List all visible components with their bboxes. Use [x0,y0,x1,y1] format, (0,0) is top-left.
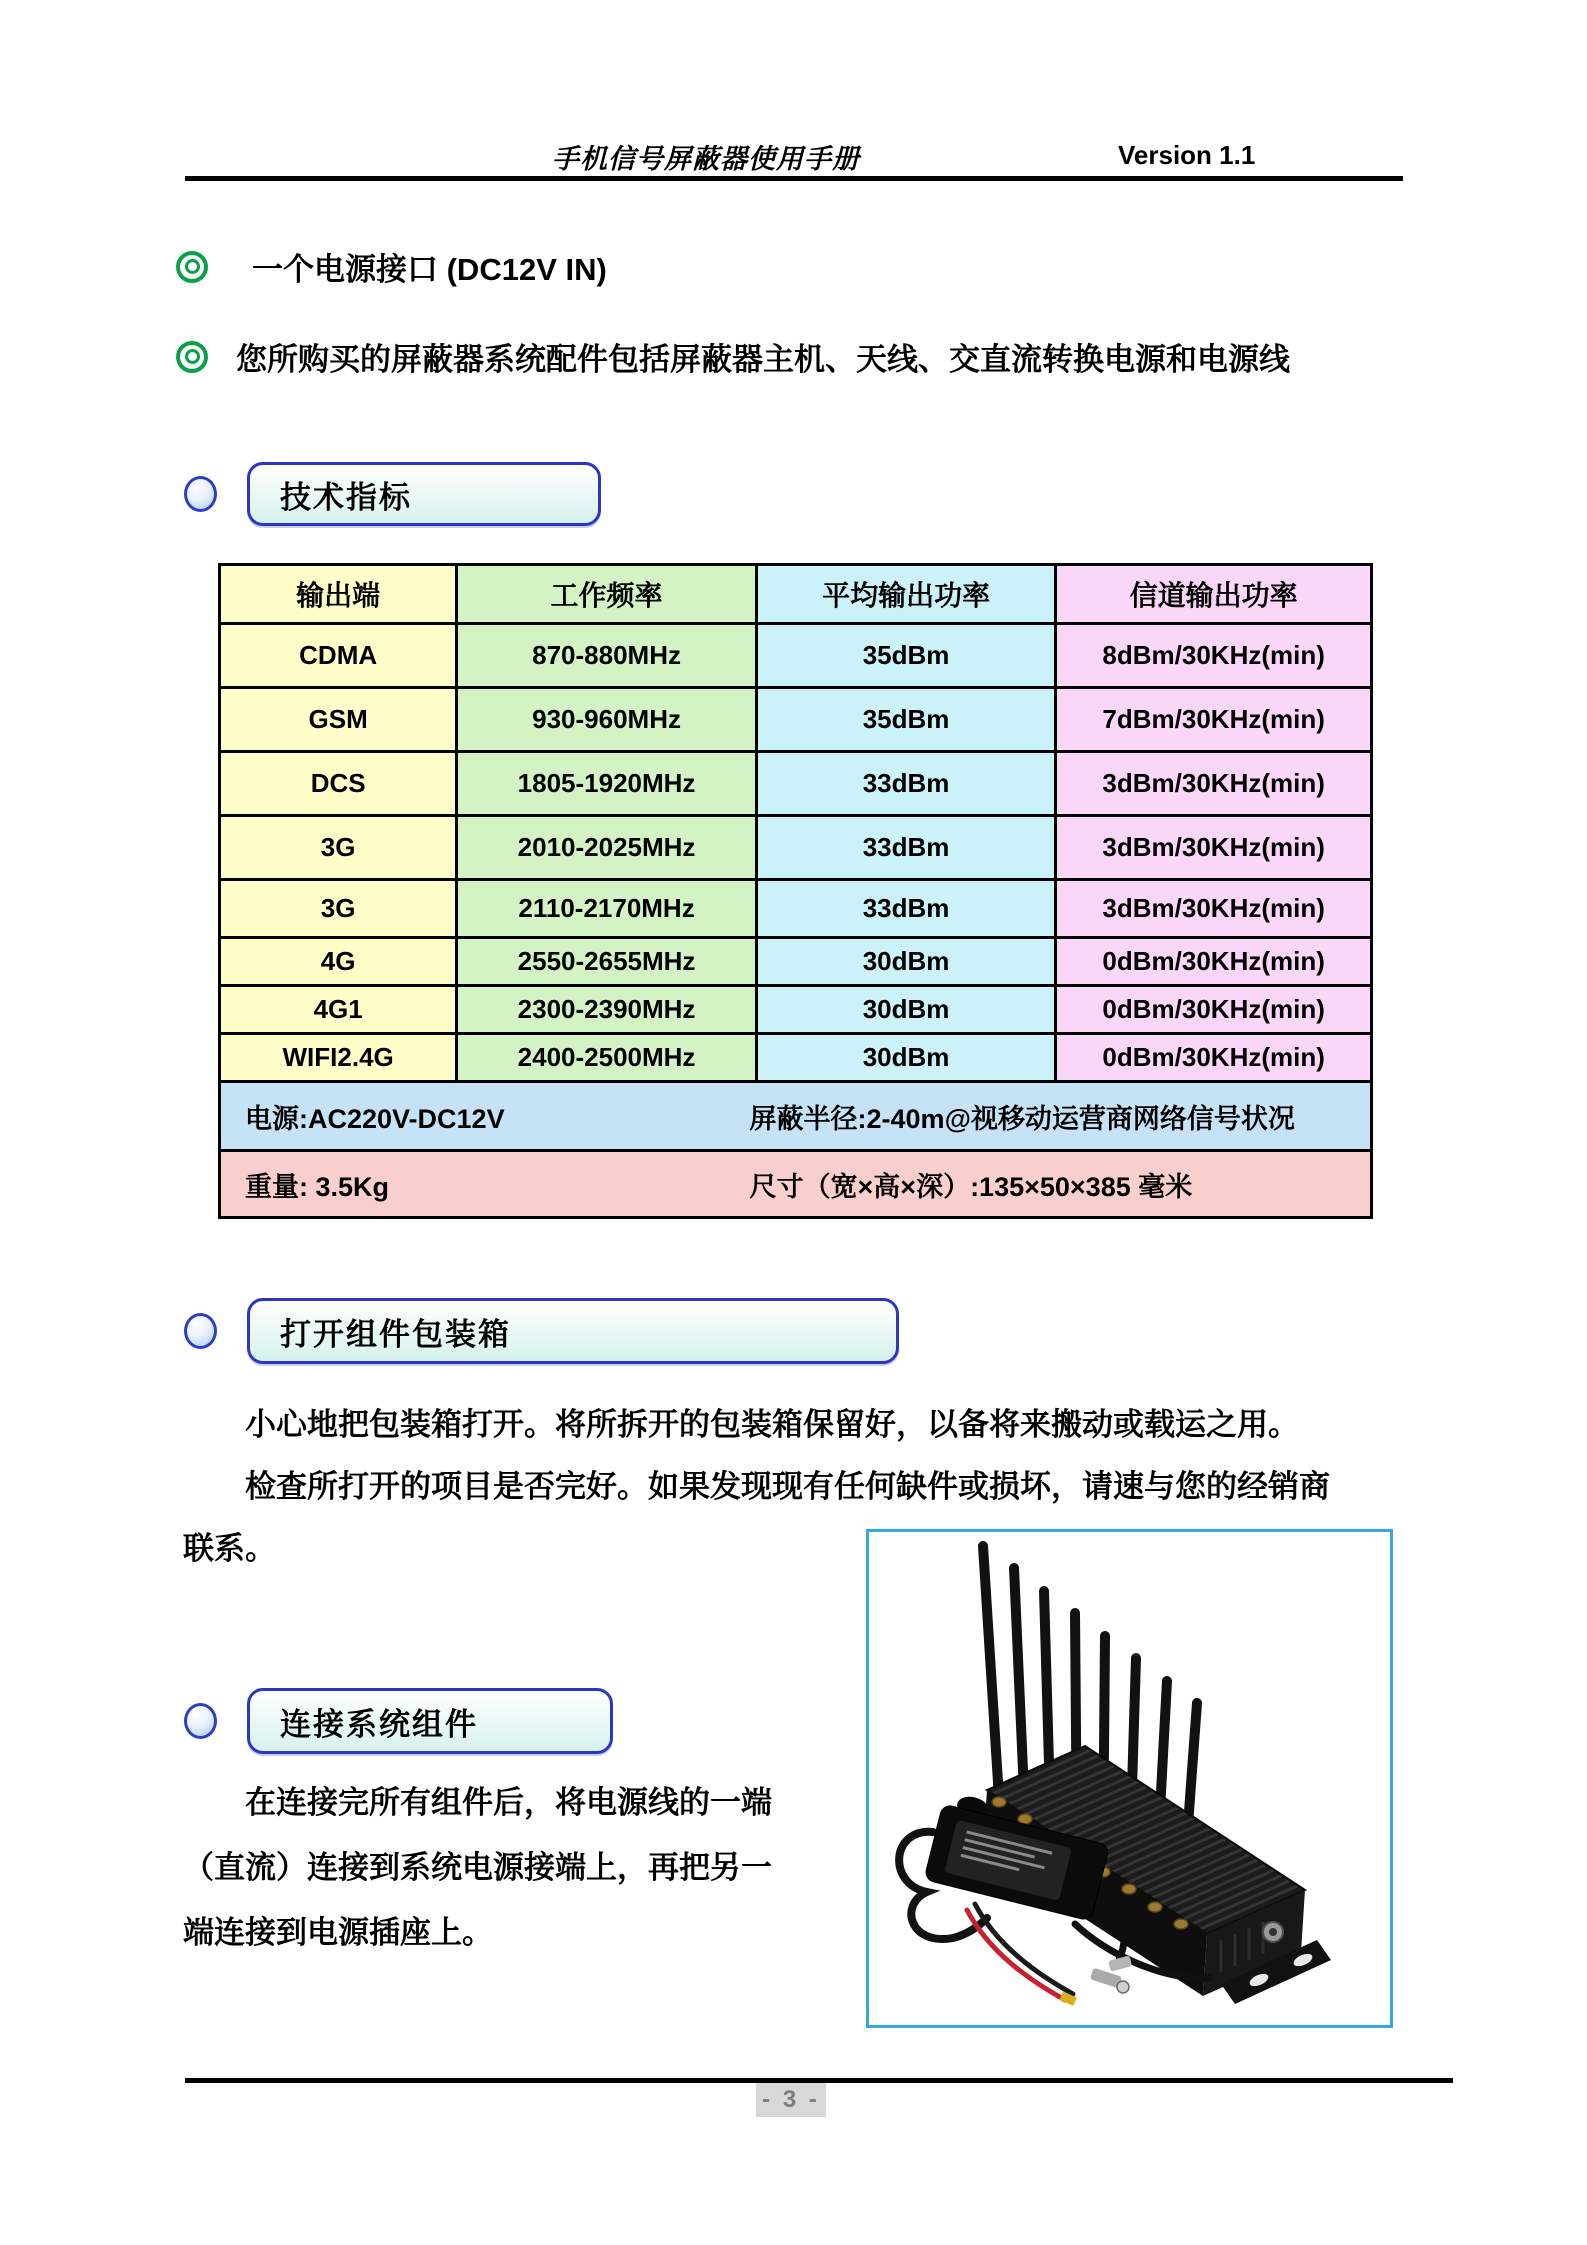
spec-table-cell: DCS [220,752,457,816]
bullseye-icon [176,341,208,373]
spec-table-cell: 8dBm/30KHz(min) [1056,624,1372,688]
spec-table-cell: 33dBm [756,752,1056,816]
connect-paragraph [183,1770,791,1965]
bullet-text: 一个电源接口 (DC12V IN) [252,252,607,287]
section-heading-label: 技术指标 [280,479,412,515]
sphere-bullet-icon [184,1703,217,1739]
spec-table-cell: 7dBm/30KHz(min) [1056,688,1372,752]
section-heading-label: 连接系统组件 [280,1706,478,1742]
jammer-photo-illustration [869,1532,1390,2025]
spec-table-cell: 33dBm [756,816,1056,880]
spec-table-cell: 4G [220,938,457,986]
bullet-item-accessories [176,334,1290,379]
section-heading-connect [184,1688,613,1754]
spec-table-cell: 0dBm/30KHz(min) [1056,1034,1372,1082]
shield-radius-value: 屏蔽半径:2-40m@视移动运营商网络信号状况 [749,1103,1295,1134]
spec-table-cell: 3dBm/30KHz(min) [1056,816,1372,880]
spec-table-cell: 2400-2500MHz [457,1034,757,1082]
spec-table [218,563,1373,1219]
weight-value: 重量: 3.5Kg [245,1171,390,1202]
bullseye-icon [176,251,208,283]
spec-table-cell: 2110-2170MHz [457,880,757,938]
spec-table-cell: WIFI2.4G [220,1034,457,1082]
power-row-cell [220,1082,1372,1151]
table-row-weight [220,1151,1372,1218]
spec-table-cell: 2300-2390MHz [457,986,757,1034]
spec-table-body [220,624,1372,1082]
section-heading-label: 打开组件包装箱 [280,1316,511,1352]
spec-table-row [220,624,1372,688]
spec-table-cell: 3dBm/30KHz(min) [1056,880,1372,938]
page-number-badge: - 3 - [756,2083,826,2117]
spec-table-cell: 3dBm/30KHz(min) [1056,752,1372,816]
spec-table-cell: 2550-2655MHz [457,938,757,986]
paragraph-line: 在连接完所有组件后，将电源线的一端（直流）连接到系统电源接端上，再把另一端连接到电源插座上。 [183,1785,772,1950]
spec-table-cell: 1805-1920MHz [457,752,757,816]
spec-table-cell: 30dBm [756,1034,1056,1082]
spec-table-cell: 870-880MHz [457,624,757,688]
table-row-power [220,1082,1372,1151]
section-heading-unpack [184,1298,899,1364]
column-header: 工作频率 [457,565,757,624]
spec-table-cell: 0dBm/30KHz(min) [1056,986,1372,1034]
spec-table-cell: 30dBm [756,986,1056,1034]
spec-table-row [220,816,1372,880]
section-heading-specs [184,462,601,526]
column-header: 平均输出功率 [756,565,1056,624]
spec-table-cell: 4G1 [220,986,457,1034]
spec-table-cell: GSM [220,688,457,752]
spec-table-cell: 30dBm [756,938,1056,986]
paragraph-line: 检查所打开的项目是否完好。如果发现现有任何缺件或损坏，请速与您的经销商联系。 [183,1469,1330,1566]
page-header-version: Version 1.1 [1118,140,1256,170]
weight-row-cell [220,1151,1372,1218]
spec-table-row [220,938,1372,986]
spec-table-cell: 0dBm/30KHz(min) [1056,938,1372,986]
spec-table-row [220,986,1372,1034]
column-header: 信道输出功率 [1056,565,1372,624]
spec-table-cell: 3G [220,880,457,938]
spec-table-cell: 2010-2025MHz [457,816,757,880]
dimensions-value: 尺寸（宽×高×深）:135×50×385 毫米 [749,1171,1193,1202]
spec-table-header-row [220,565,1372,624]
column-header: 输出端 [220,565,457,624]
section-heading-box [247,1688,613,1754]
spec-table-cell: CDMA [220,624,457,688]
spec-table-row [220,752,1372,816]
power-supply-value: 电源:AC220V-DC12V [245,1103,505,1134]
spec-table-cell: 930-960MHz [457,688,757,752]
spec-table-cell: 3G [220,816,457,880]
sphere-bullet-icon [184,1313,217,1349]
header-rule [185,176,1403,181]
bullseye-inner-ring [185,349,200,364]
sphere-bullet-icon [184,476,217,512]
spec-table-cell: 33dBm [756,880,1056,938]
bullet-item-power-port [176,244,607,289]
page-header-title: 手机信号屏蔽器使用手册 [552,144,860,174]
spec-table-row [220,880,1372,938]
section-heading-box [247,462,601,526]
spec-table-cell: 35dBm [756,688,1056,752]
section-heading-box [247,1298,899,1364]
spec-table-cell: 35dBm [756,624,1056,688]
bullet-text: 您所购买的屏蔽器系统配件包括屏蔽器主机、天线、交直流转换电源和电源线 [236,342,1290,377]
spec-table-row [220,1034,1372,1082]
paragraph-line: 小心地把包装箱打开。将所拆开的包装箱保留好，以备将来搬动或载运之用。 [245,1407,1299,1442]
jammer-device-photo [866,1529,1393,2028]
spec-table-row [220,688,1372,752]
bullseye-inner-ring [185,259,200,274]
